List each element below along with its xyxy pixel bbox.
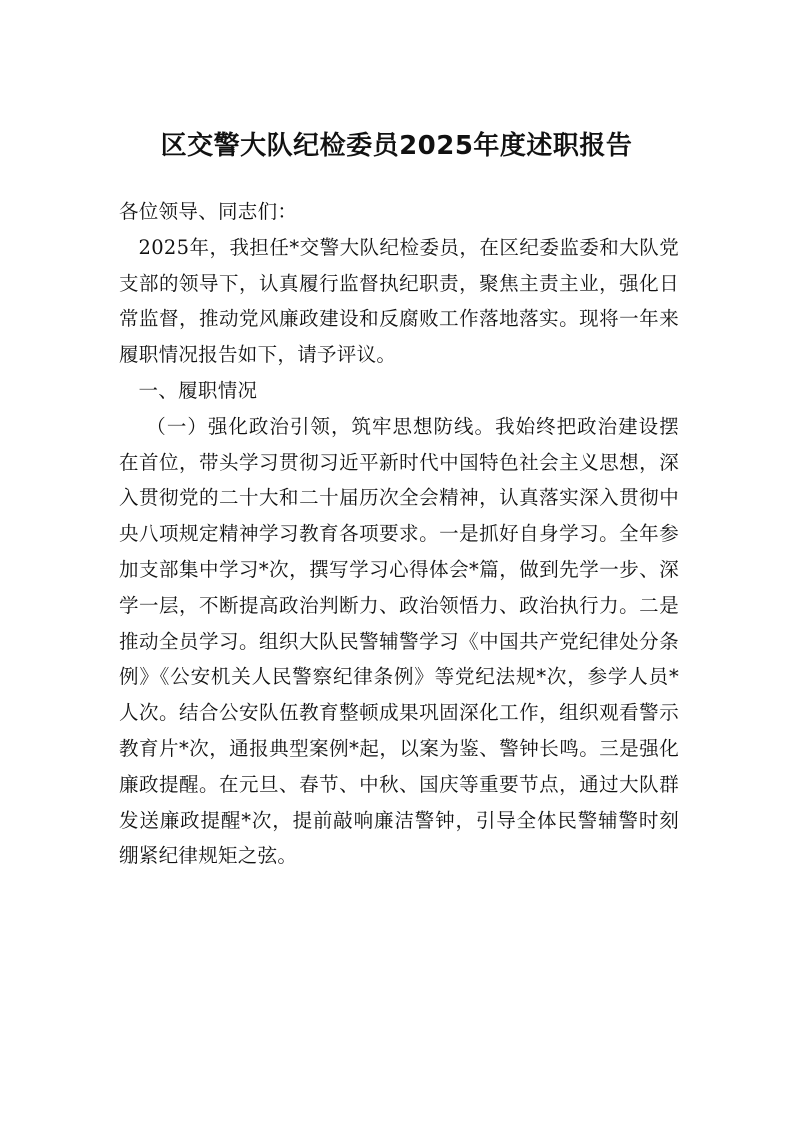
- intro-paragraph: 2025年，我担任*交警大队纪检委员，在区纪委监委和大队党支部的领导下，认真履行监督执纪职责，聚焦主责主业，强化日常监督，推动党风廉政建设和反腐败工作落地落实。现将一年来履职情况报告如下，请予评议。: [119, 235, 679, 367]
- document-body: [119, 194, 679, 874]
- document-title: 区交警大队纪检委员2025年度述职报告: [160, 131, 633, 161]
- section-heading: 一、履职情况: [138, 378, 258, 402]
- subsection-paragraph: （一）强化政治引领，筑牢思想防线。我始终把政治建设摆在首位，带头学习贯彻习近平新时代中国特色社会主义思想，深入贯彻党的二十大和二十届历次全会精神，认真落实深入贯彻中央八项规定精神学习教育各项要求。一是抓好自身学习。全年参加支部集中学习*次，撰写学习心得体会*篇，做到先学一步、深学一层，不断提高政治判断力、政治领悟力、政治执行力。二是推动全员学习。组织大队民警辅警学习《中国共产党纪律处分条例》《公安机关人民警察纪律条例》等党纪法规*次，参学人员*人次。结合公安队伍教育整顿成果巩固深化工作，组织观看警示教育片*次，通报典型案例*起，以案为鉴、警钟长鸣。三是强化廉政提醒。在元旦、春节、中秋、国庆等重要节点，通过大队群发送廉政提醒*次，提前敲响廉洁警钟，引导全体民警辅警时刻绷紧纪律规矩之弦。: [119, 414, 679, 868]
- salutation: 各位领导、同志们：: [119, 200, 298, 223]
